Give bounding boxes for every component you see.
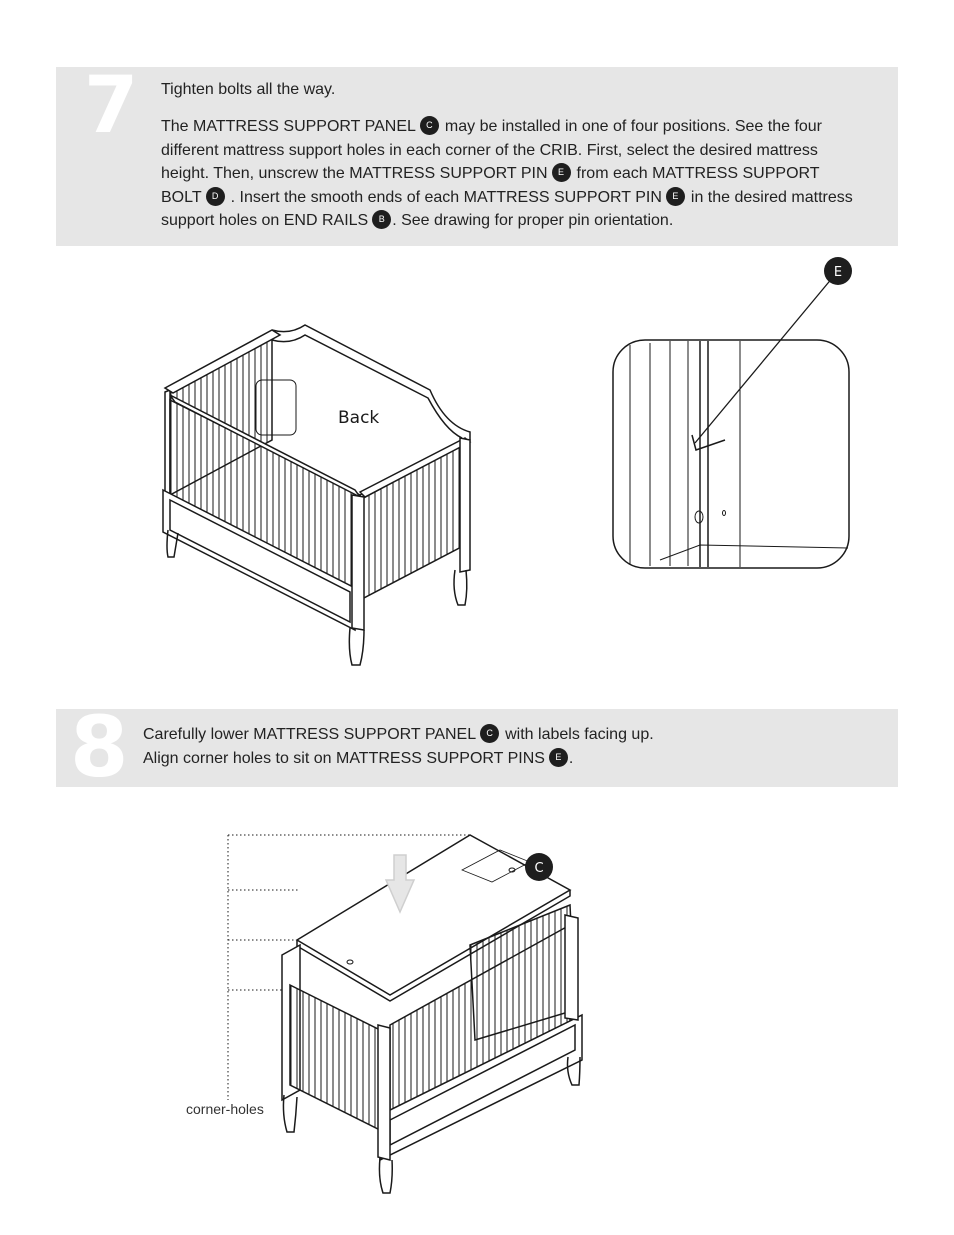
callout-c-label: C [534,861,544,876]
pin-detail-illustration [613,271,849,568]
back-label: Back [338,408,380,428]
step-number: 8 [70,698,129,796]
step-7-text-3: from each MATTRESS SUPPORT BOLT [161,165,820,206]
step-8-text-1: Carefully lower MATTRESS SUPPORT PANEL [143,726,477,743]
part-e-badge: E [552,163,571,182]
step-7-text-4: . Insert the smooth ends of each MATTRESS SUPPORT PIN [230,188,662,206]
step-8-text-4: . [568,750,574,767]
step-8-text-3: Align corner holes to sit on MATTRESS SUPPORT PINS [143,750,545,767]
callout-e-label: E [833,265,843,280]
step-7-text-5: in the desired mattress support holes on END RAILS [161,188,853,229]
part-b-badge: B [372,210,391,229]
part-e-badge: E [666,187,685,206]
step-7-text-1: The MATTRESS SUPPORT PANEL [161,118,416,135]
step-number: 7 [84,61,139,151]
step-7-line1: Tighten bolts all the way. [161,81,336,98]
step-8-text-2: with labels facing up. [505,726,654,743]
step-7-text-6: . See drawing for proper pin orientation. [392,212,674,229]
part-c-badge: C [420,116,439,135]
crib-panel-illustration [228,835,582,1193]
corner-holes-label: corner-holes [186,1101,264,1117]
crib-illustration [163,325,470,665]
part-c-badge: C [480,724,499,743]
step-7-text-2: may be installed in one of four positions. See the four different mattress support holes in each corner of the CRIB. First, select the desired mattress height. Then, unscrew the MATTRESS SUPPORT PIN [161,118,823,182]
part-e-badge: E [549,748,568,767]
part-d-badge: D [206,187,225,206]
